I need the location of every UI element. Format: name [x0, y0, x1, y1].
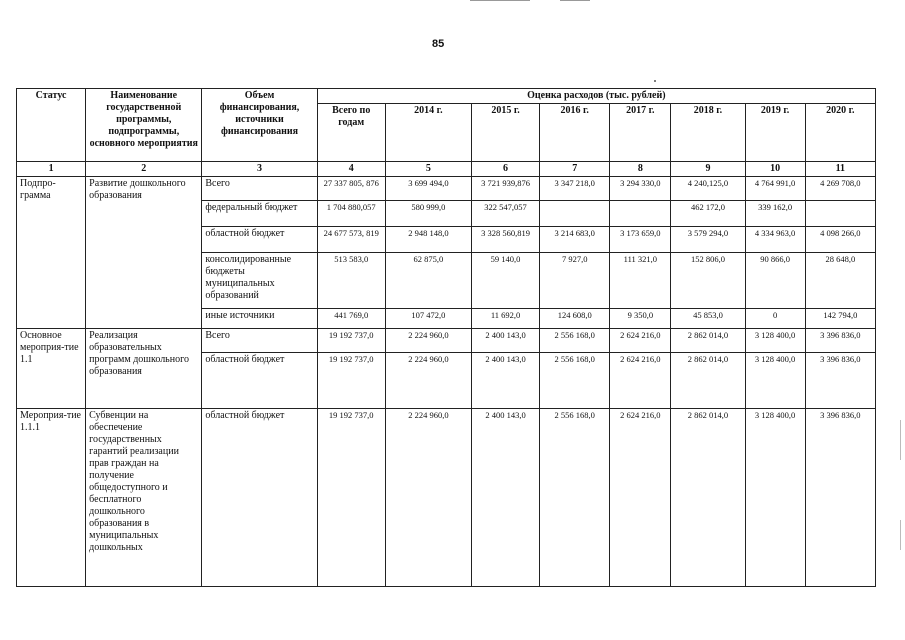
- value-cell: 2 400 143,0: [471, 329, 539, 353]
- value-cell: 2 624 216,0: [610, 409, 671, 587]
- value-cell: 4 269 708,0: [805, 177, 875, 201]
- value-cell: [610, 201, 671, 227]
- value-cell: 0: [745, 309, 805, 329]
- value-cell: 2 862 014,0: [671, 409, 745, 587]
- row-status: Основное мероприя-тие 1.1: [17, 329, 86, 409]
- header-year: 2019 г.: [745, 104, 805, 162]
- scan-artifact: [900, 420, 901, 460]
- row-name: Субвенции на обеспечение государственных гарантий реализации прав граждан на получение общедоступного и бесплатного дошкольного образования в муниципальных дошкольных: [86, 409, 202, 587]
- value-cell: 3 699 494,0: [385, 177, 471, 201]
- value-cell: 2 862 014,0: [671, 329, 745, 353]
- header-estimate: Оценка расходов (тыс. рублей): [317, 89, 875, 104]
- page-number: 85: [432, 38, 445, 50]
- value-cell: 462 172,0: [671, 201, 745, 227]
- funding-source: Всего: [202, 329, 317, 353]
- column-number: 6: [471, 162, 539, 177]
- value-cell: 2 624 216,0: [610, 329, 671, 353]
- column-number: 2: [86, 162, 202, 177]
- value-cell: 24 677 573, 819: [317, 227, 385, 253]
- value-cell: 19 192 737,0: [317, 409, 385, 587]
- value-cell: 339 162,0: [745, 201, 805, 227]
- value-cell: 3 579 294,0: [671, 227, 745, 253]
- value-cell: 3 347 218,0: [540, 177, 610, 201]
- value-cell: 62 875,0: [385, 253, 471, 309]
- value-cell: 2 556 168,0: [540, 329, 610, 353]
- funding-source: областной бюджет: [202, 409, 317, 587]
- value-cell: 7 927,0: [540, 253, 610, 309]
- value-cell: 3 396 836,0: [805, 329, 875, 353]
- column-number: 7: [540, 162, 610, 177]
- value-cell: 3 294 330,0: [610, 177, 671, 201]
- row-status: Подпро-грамма: [17, 177, 86, 329]
- header-year: 2018 г.: [671, 104, 745, 162]
- value-cell: 11 692,0: [471, 309, 539, 329]
- value-cell: 3 396 836,0: [805, 409, 875, 587]
- value-cell: 142 794,0: [805, 309, 875, 329]
- column-number: 11: [805, 162, 875, 177]
- header-year: 2017 г.: [610, 104, 671, 162]
- value-cell: 3 128 400,0: [745, 409, 805, 587]
- value-cell: 1 704 880,057: [317, 201, 385, 227]
- value-cell: 19 192 737,0: [317, 329, 385, 353]
- value-cell: 4 334 963,0: [745, 227, 805, 253]
- value-cell: 45 853,0: [671, 309, 745, 329]
- value-cell: 513 583,0: [317, 253, 385, 309]
- value-cell: 2 624 216,0: [610, 353, 671, 409]
- column-number: 1: [17, 162, 86, 177]
- funding-source: областной бюджет: [202, 353, 317, 409]
- column-number-row: [17, 162, 876, 177]
- value-cell: 4 098 266,0: [805, 227, 875, 253]
- value-cell: 2 556 168,0: [540, 353, 610, 409]
- value-cell: 2 862 014,0: [671, 353, 745, 409]
- value-cell: 9 350,0: [610, 309, 671, 329]
- value-cell: 2 556 168,0: [540, 409, 610, 587]
- header-year: 2015 г.: [471, 104, 539, 162]
- value-cell: 90 866,0: [745, 253, 805, 309]
- header-row: [17, 89, 876, 104]
- value-cell: 4 240,125,0: [671, 177, 745, 201]
- value-cell: 3 396 836,0: [805, 353, 875, 409]
- scan-artifact: [900, 520, 901, 550]
- funding-source: федеральный бюджет: [202, 201, 317, 227]
- row-status: Мероприя-тие 1.1.1: [17, 409, 86, 587]
- scan-artifact: [560, 0, 590, 1]
- value-cell: 441 769,0: [317, 309, 385, 329]
- header-year: 2016 г.: [540, 104, 610, 162]
- header-year: 2014 г.: [385, 104, 471, 162]
- value-cell: 2 224 960,0: [385, 353, 471, 409]
- value-cell: 152 806,0: [671, 253, 745, 309]
- funding-source: консолидированные бюджеты муниципальных образований: [202, 253, 317, 309]
- value-cell: 3 721 939,876: [471, 177, 539, 201]
- column-number: 3: [202, 162, 317, 177]
- column-number: 8: [610, 162, 671, 177]
- value-cell: 27 337 805, 876: [317, 177, 385, 201]
- value-cell: 3 128 400,0: [745, 329, 805, 353]
- value-cell: 124 608,0: [540, 309, 610, 329]
- table-row: [17, 329, 876, 353]
- value-cell: 580 999,0: [385, 201, 471, 227]
- table-row: [17, 177, 876, 201]
- table-row: [17, 409, 876, 587]
- row-name: Развитие дошкольного образования: [86, 177, 202, 329]
- row-name: Реализация образовательных программ дошкольного образования: [86, 329, 202, 409]
- header-year: 2020 г.: [805, 104, 875, 162]
- budget-table: [16, 88, 876, 587]
- value-cell: 3 128 400,0: [745, 353, 805, 409]
- column-number: 9: [671, 162, 745, 177]
- value-cell: 3 328 560,819: [471, 227, 539, 253]
- funding-source: Всего: [202, 177, 317, 201]
- value-cell: 322 547,057: [471, 201, 539, 227]
- value-cell: 19 192 737,0: [317, 353, 385, 409]
- value-cell: 2 224 960,0: [385, 409, 471, 587]
- scan-speck: [654, 80, 656, 82]
- value-cell: [540, 201, 610, 227]
- value-cell: 2 948 148,0: [385, 227, 471, 253]
- value-cell: 111 321,0: [610, 253, 671, 309]
- column-number: 5: [385, 162, 471, 177]
- header-total: Всего по годам: [317, 104, 385, 162]
- value-cell: 3 173 659,0: [610, 227, 671, 253]
- value-cell: 107 472,0: [385, 309, 471, 329]
- funding-source: областной бюджет: [202, 227, 317, 253]
- header-status: Статус: [17, 89, 86, 162]
- value-cell: 2 400 143,0: [471, 353, 539, 409]
- header-name: Наименование государственной программы, подпрограммы, основного мероприятия: [86, 89, 202, 162]
- header-volume: Объем финансирования, источники финансирования: [202, 89, 317, 162]
- value-cell: 2 400 143,0: [471, 409, 539, 587]
- value-cell: 28 648,0: [805, 253, 875, 309]
- value-cell: 3 214 683,0: [540, 227, 610, 253]
- scan-artifact: [470, 0, 530, 1]
- value-cell: 59 140,0: [471, 253, 539, 309]
- value-cell: 2 224 960,0: [385, 329, 471, 353]
- value-cell: 4 764 991,0: [745, 177, 805, 201]
- funding-source: иные источники: [202, 309, 317, 329]
- column-number: 4: [317, 162, 385, 177]
- value-cell: [805, 201, 875, 227]
- column-number: 10: [745, 162, 805, 177]
